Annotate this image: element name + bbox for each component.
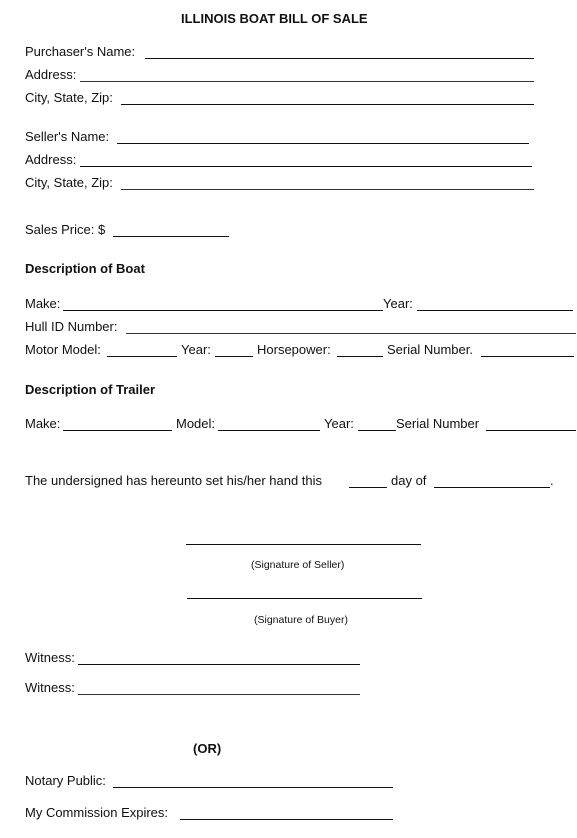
motor-model-label: Motor Model: xyxy=(25,342,101,357)
purchaser-city-label: City, State, Zip: xyxy=(25,90,113,105)
undersigned-day-field[interactable] xyxy=(349,487,387,488)
notary-public-field[interactable] xyxy=(113,787,393,788)
undersigned-month-field[interactable] xyxy=(434,487,550,488)
hull-id-label: Hull ID Number: xyxy=(25,319,118,334)
motor-model-field[interactable] xyxy=(107,356,177,357)
purchaser-city-field[interactable] xyxy=(121,104,534,105)
boat-make-field[interactable] xyxy=(63,310,383,311)
undersigned-day-of-label: day of xyxy=(391,473,427,488)
witness-1-label: Witness: xyxy=(25,650,75,665)
trailer-serial-label: Serial Number xyxy=(396,416,480,431)
purchaser-name-field[interactable] xyxy=(145,58,534,59)
trailer-serial-field[interactable] xyxy=(486,430,576,431)
motor-year-label: Year: xyxy=(181,342,211,357)
trailer-make-field[interactable] xyxy=(63,430,172,431)
commission-expires-label: My Commission Expires: xyxy=(25,805,169,820)
seller-signature-caption: (Signature of Seller) xyxy=(251,559,345,571)
commission-expires-field[interactable] xyxy=(180,819,393,820)
seller-name-field[interactable] xyxy=(117,143,529,144)
seller-address-field[interactable] xyxy=(80,166,532,167)
or-label: (OR) xyxy=(193,741,222,756)
horsepower-field[interactable] xyxy=(337,356,383,357)
seller-city-field[interactable] xyxy=(121,189,534,190)
trailer-model-field[interactable] xyxy=(218,430,320,431)
purchaser-name-label: Purchaser's Name: xyxy=(25,44,136,59)
trailer-make-label: Make: xyxy=(25,416,61,431)
boat-make-label: Make: xyxy=(25,296,61,311)
purchaser-address-field[interactable] xyxy=(80,81,534,82)
seller-name-label: Seller's Name: xyxy=(25,129,110,144)
purchaser-address-label: Address: xyxy=(25,67,77,82)
witness-2-label: Witness: xyxy=(25,680,75,695)
boat-serial-field[interactable] xyxy=(481,356,574,357)
seller-city-label: City, State, Zip: xyxy=(25,175,113,190)
sales-price-label: Sales Price: $ xyxy=(25,222,106,237)
horsepower-label: Horsepower: xyxy=(257,342,331,357)
buyer-signature-line[interactable] xyxy=(187,598,422,599)
boat-serial-label: Serial Number. xyxy=(387,342,473,357)
trailer-year-label: Year: xyxy=(324,416,354,431)
buyer-signature-caption: (Signature of Buyer) xyxy=(254,614,348,626)
trailer-year-field[interactable] xyxy=(358,430,396,431)
witness-1-field[interactable] xyxy=(78,664,360,665)
trailer-heading: Description of Trailer xyxy=(25,382,156,397)
undersigned-text: The undersigned has hereunto set his/her hand this xyxy=(25,473,323,488)
boat-year-field[interactable] xyxy=(417,310,573,311)
page-title: ILLINOIS BOAT BILL OF SALE xyxy=(181,11,368,26)
seller-signature-line[interactable] xyxy=(186,544,421,545)
hull-id-field[interactable] xyxy=(126,333,576,334)
sales-price-field[interactable] xyxy=(113,236,229,237)
trailer-model-label: Model: xyxy=(176,416,216,431)
witness-2-field[interactable] xyxy=(78,694,360,695)
motor-year-field[interactable] xyxy=(215,356,253,357)
notary-public-label: Notary Public: xyxy=(25,773,106,788)
boat-heading: Description of Boat xyxy=(25,261,145,276)
undersigned-period: . xyxy=(550,473,554,488)
boat-year-label: Year: xyxy=(383,296,413,311)
seller-address-label: Address: xyxy=(25,152,77,167)
